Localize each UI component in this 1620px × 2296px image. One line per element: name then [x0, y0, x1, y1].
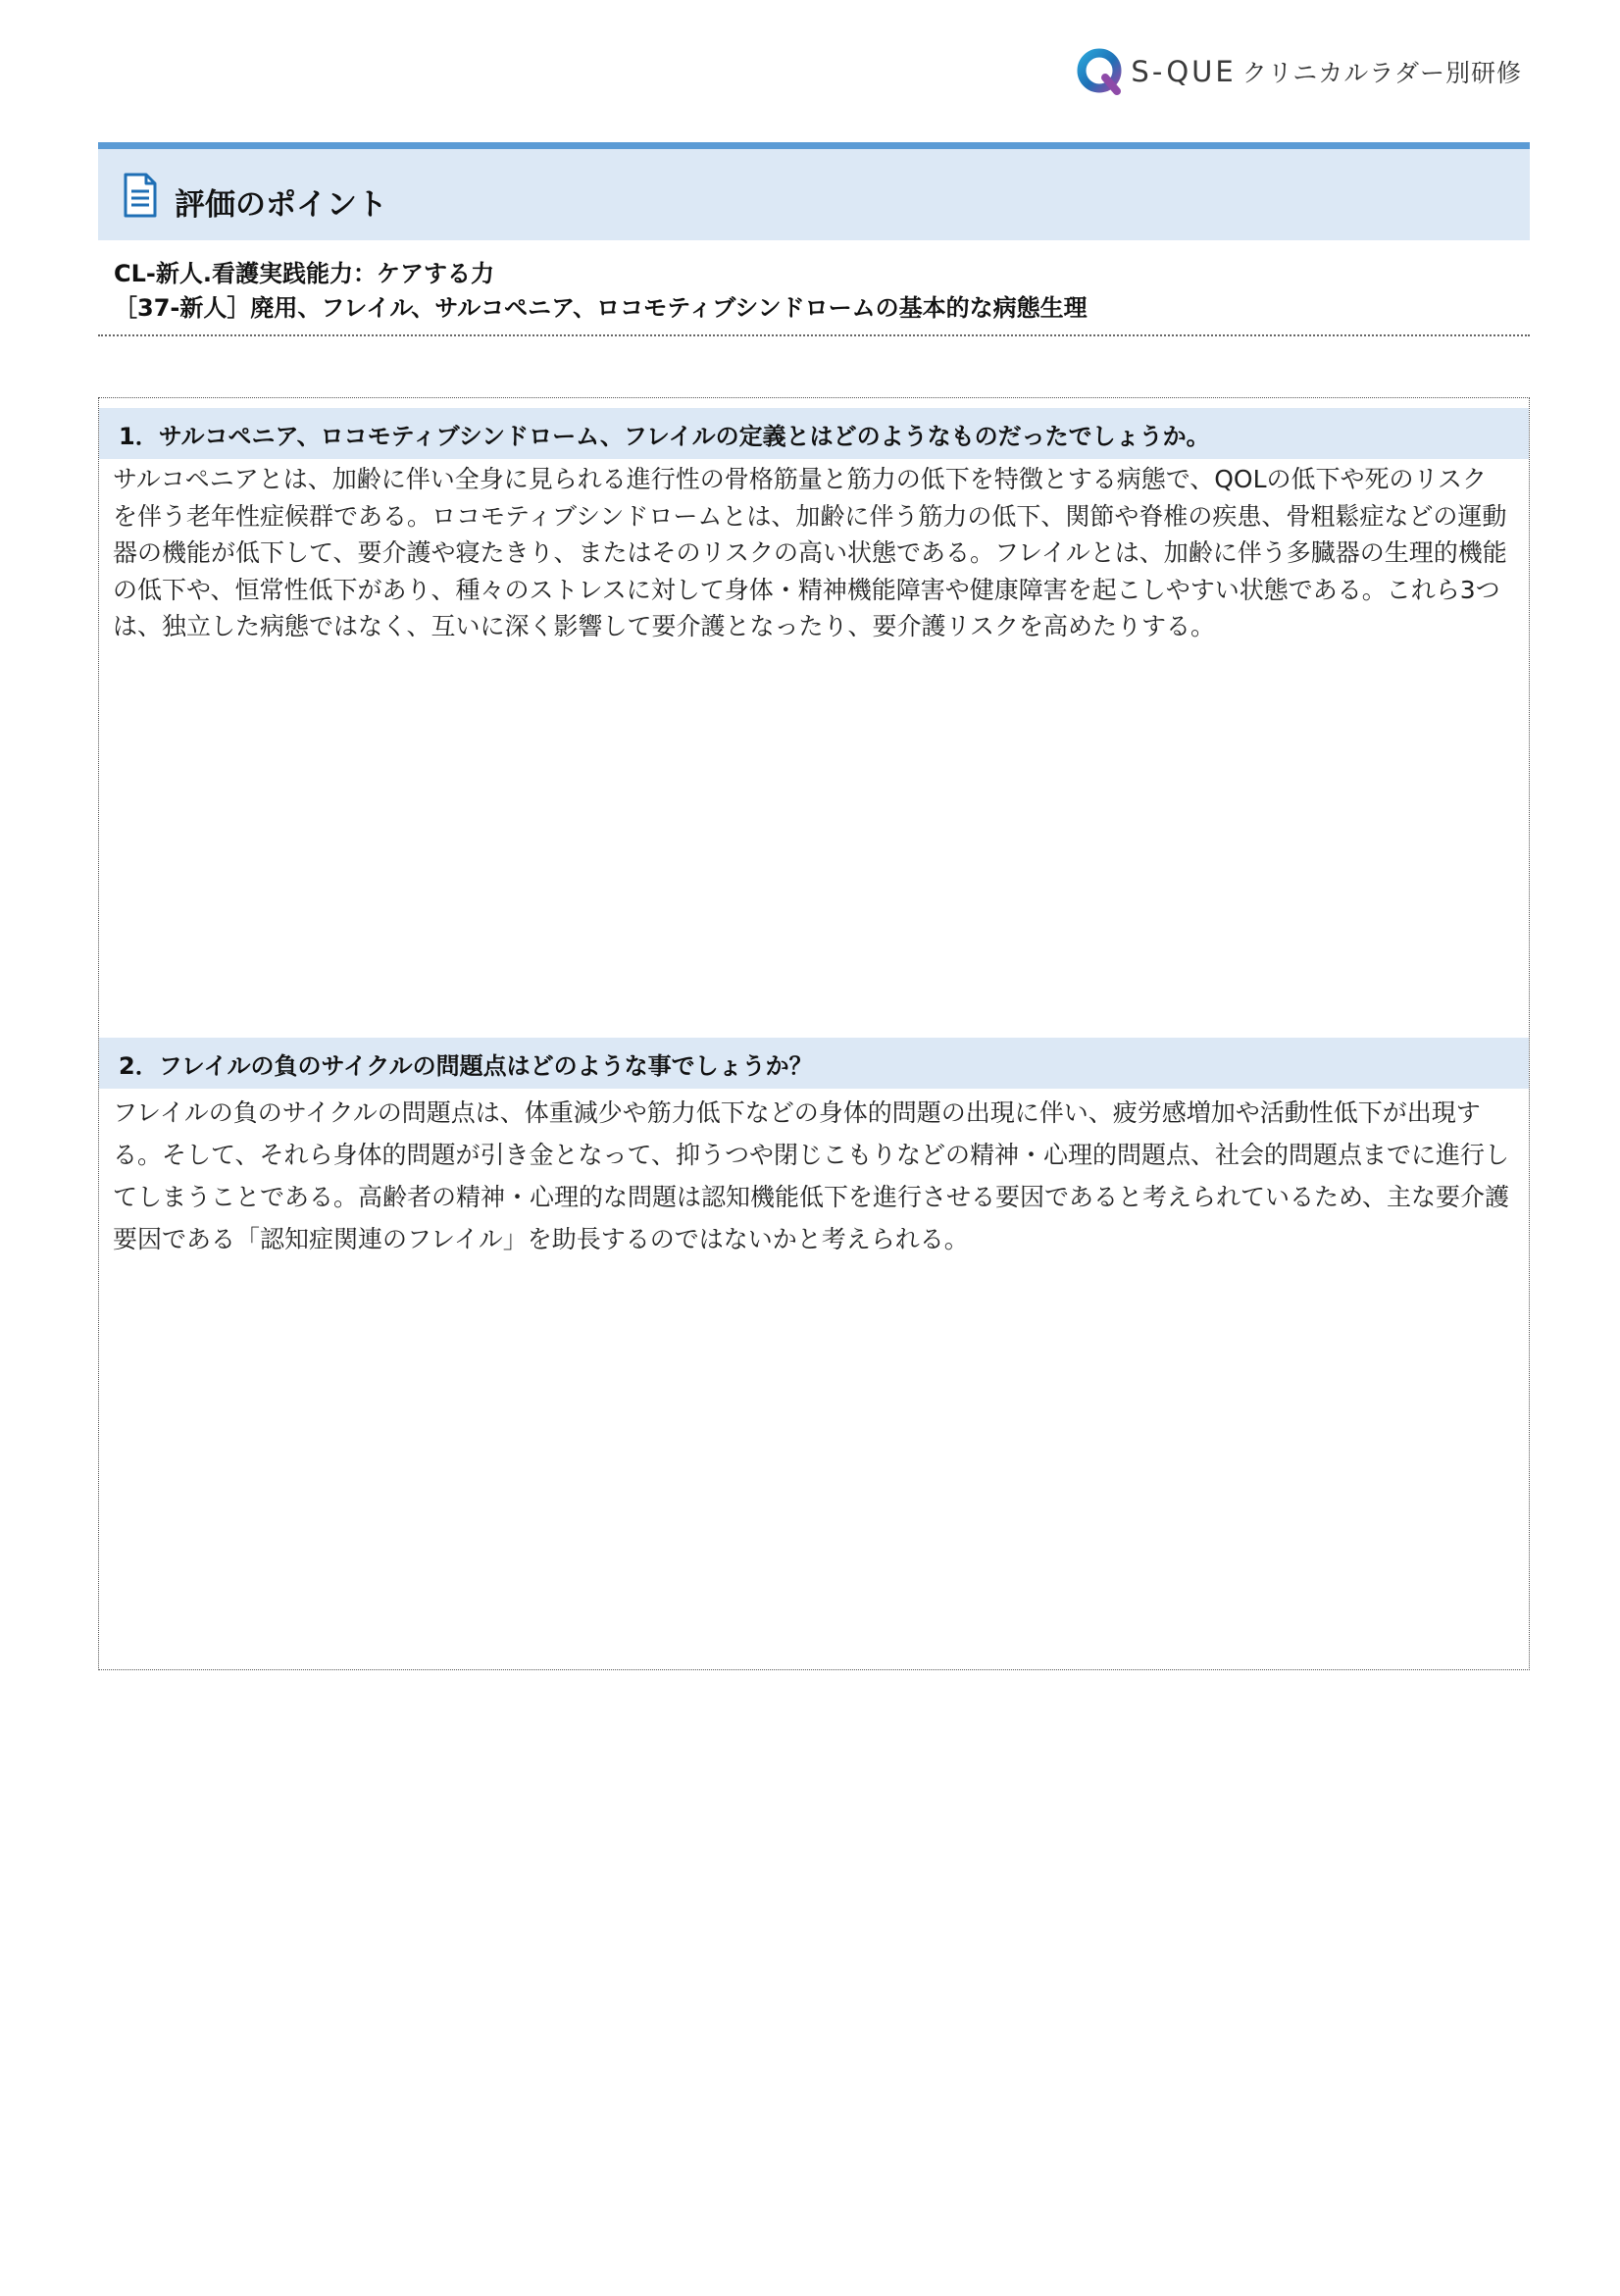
- brand-logo: [1076, 47, 1522, 96]
- question-2: 2．フレイルの負のサイクルの問題点はどのような事でしょうか？: [99, 1038, 1529, 1089]
- divider: [98, 334, 1530, 336]
- question-1: 1．サルコペニア、ロコモティブシンドローム、フレイルの定義とはどのようなものだったでしょうか。: [99, 408, 1529, 459]
- answer-1: サルコペニアとは、加齢に伴い全身に見られる進行性の骨格筋量と筋力の低下を特徴とする病態で、QOLの低下や死のリスクを伴う老年性症候群である。ロコモティブシンドロームとは、加齢に伴う筋力の低下、関節や脊椎の疾患、骨粗鬆症などの運動器の機能が低下して、要介護や寝たきり、またはそのリスクの高い状態である。フレイルとは、加齢に伴う多臓器の生理的機能の低下や、恒常性低下があり、種々のストレスに対して身体・精神機能障害や健康障害を起こしやすい状態である。これら3つは、独立した病態ではなく、互いに深く影響して要介護となったり、要介護リスクを高めたりする。: [113, 465, 1507, 641]
- document-icon: [124, 173, 157, 218]
- logo-q-icon: [1076, 47, 1125, 96]
- course-topic: ［37-新人］廃用、フレイル、サルコペニア、ロコモティブシンドロームの基本的な病態生理: [114, 294, 1088, 322]
- page-title: 評価のポイント: [175, 187, 387, 223]
- answer-2: フレイルの負のサイクルの問題点は、体重減少や筋力低下などの身体的問題の出現に伴い、疲労感増加や活動性低下が出現する。そして、それら身体的問題が引き金となって、抑うつや閉じこもりなどの精神・心理的問題点、社会的問題点までに進行してしまうことである。高齢者の精神・心理的な問題は認知機能低下を進行させる要因であると考えられているため、主な要介護要因である「認知症関連のフレイル」を助長するのではないかと考えられる。: [113, 1098, 1510, 1253]
- course-category: CL-新人.看護実践能力：ケアする力: [114, 260, 494, 287]
- qa-box: [98, 397, 1530, 1670]
- section-header: [98, 142, 1530, 240]
- brand-name: S-QUE: [1131, 55, 1237, 88]
- brand-subtitle: クリニカルラダー別研修: [1241, 59, 1522, 87]
- course-heading: [114, 257, 1526, 326]
